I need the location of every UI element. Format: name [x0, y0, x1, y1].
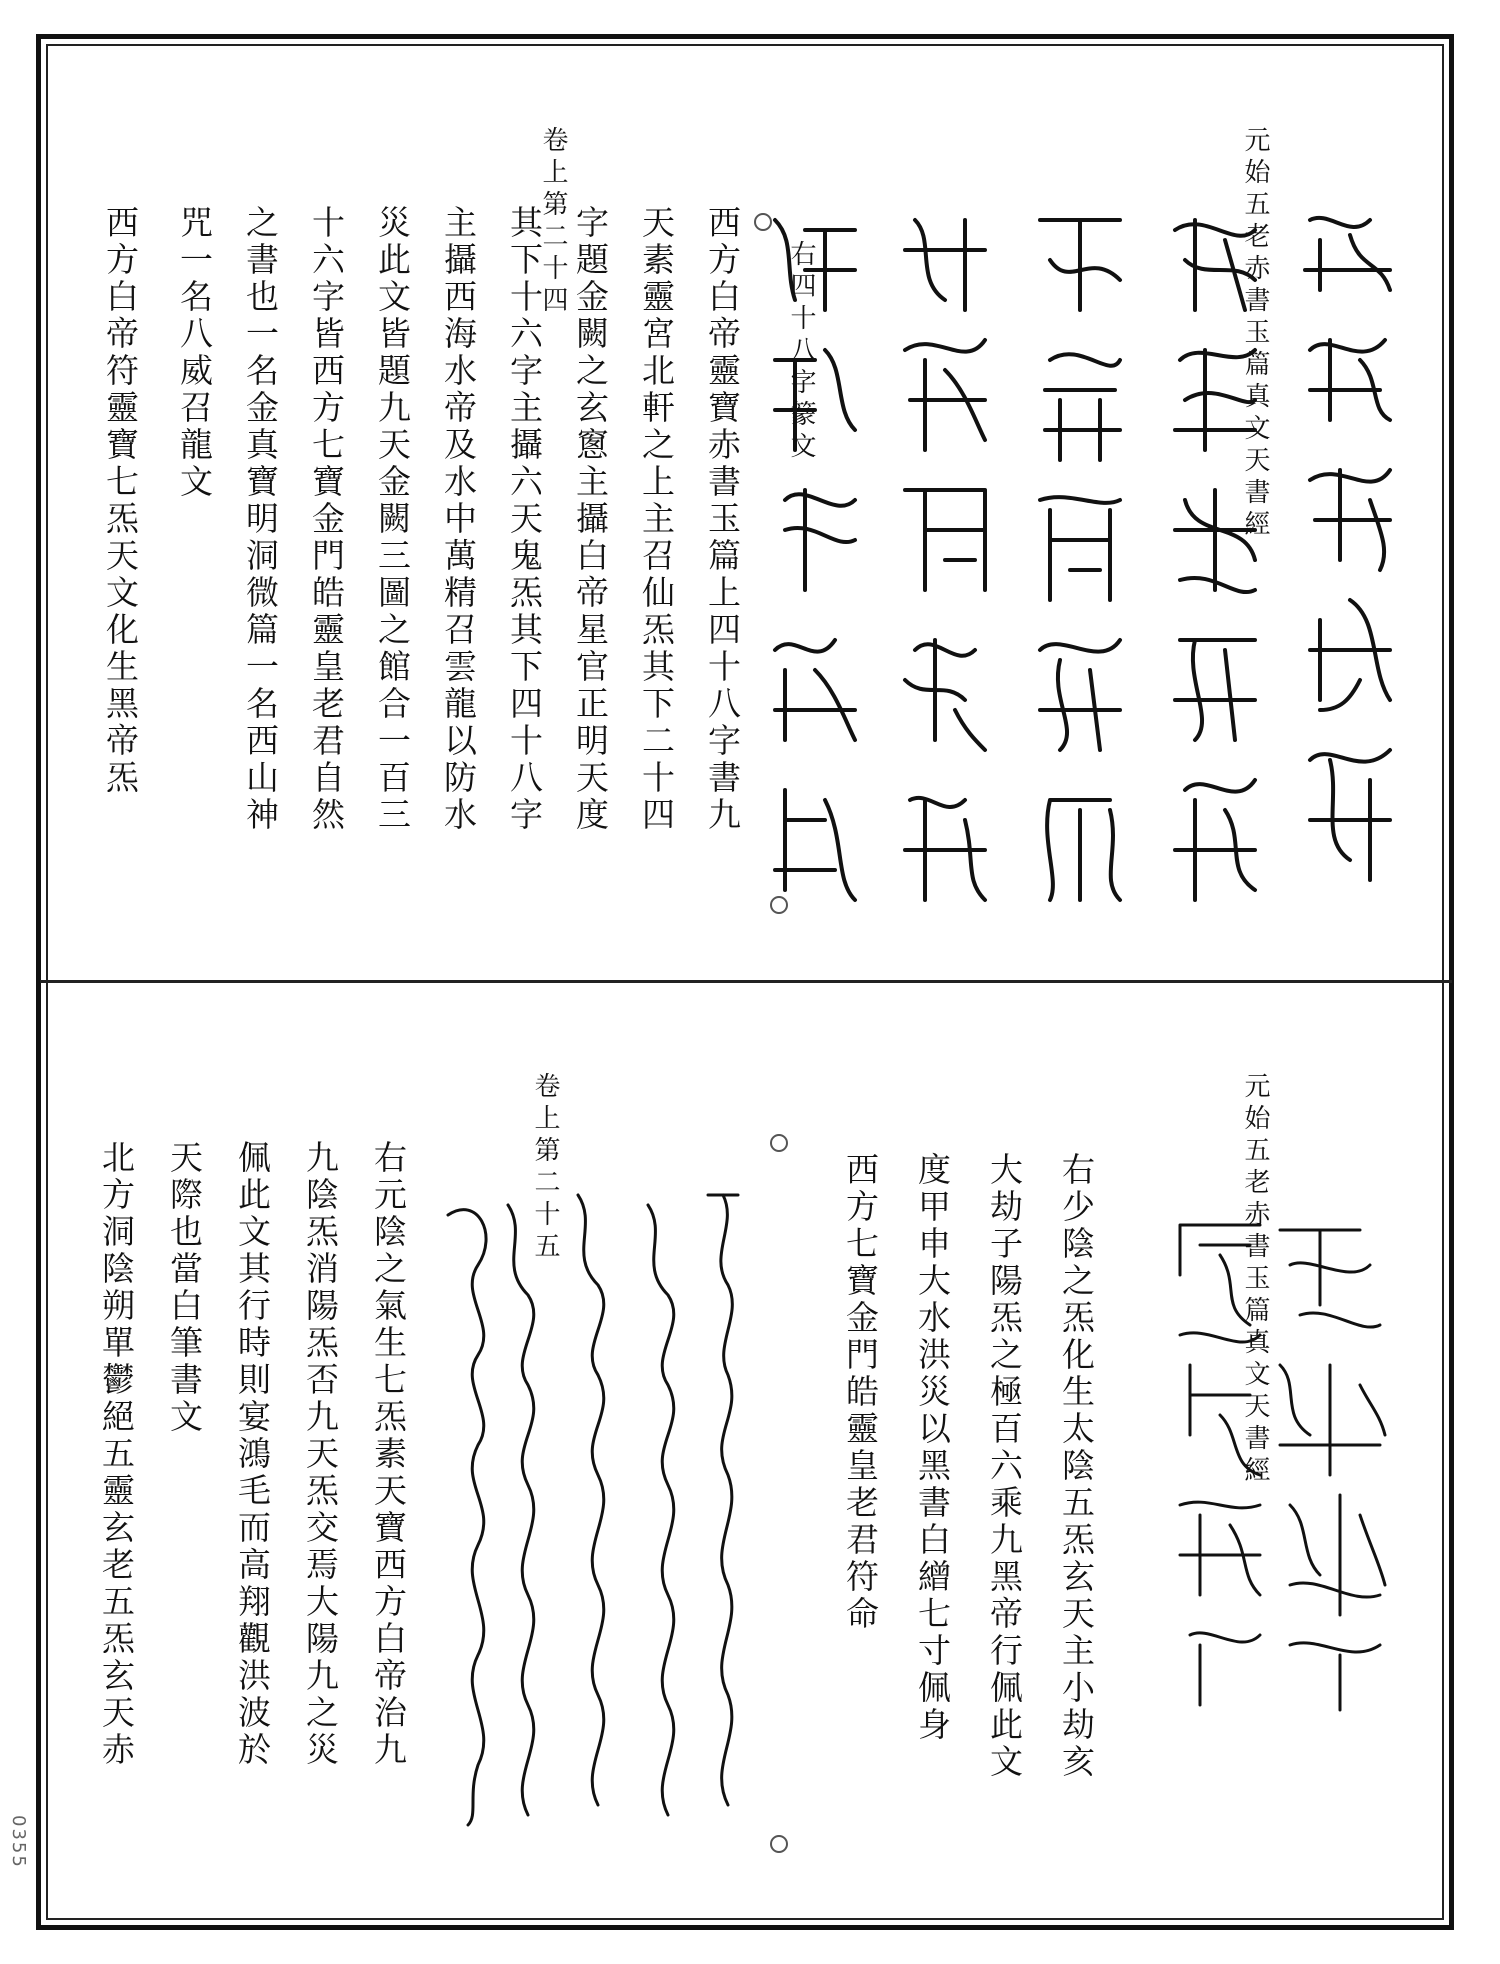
top-text-column: 其下十六字主攝六天鬼炁其下四十八字: [505, 205, 544, 834]
seal-glyph: [1305, 218, 1390, 880]
bottom-left-text-column: 北方洞陰朔單鬱絕五靈玄老五炁玄天赤: [97, 1140, 136, 1769]
binding-hole: [754, 213, 772, 231]
bottom-left-text-column: 佩此文其行時則宴鴻毛而高翔觀洪波於: [233, 1140, 272, 1769]
top-text-column: 主攝西海水帝及水中萬精召雲龍以防水: [439, 205, 478, 834]
top-seal-caption: 右四十八字篆文: [786, 240, 816, 464]
bottom-right-text-column: 西方七寶金門皓靈皇老君符命: [841, 1152, 880, 1633]
top-text-column: 十六字皆西方七寶金門皓靈皇老君自然: [307, 205, 346, 834]
bottom-right-text-column: 度甲申大水洪災以黑書白繒七寸佩身: [913, 1152, 952, 1744]
top-header-title: 元始五老赤書玉篇真文天書經: [1240, 126, 1270, 542]
top-header-volume: 卷上第二十四: [538, 126, 568, 318]
binding-hole: [770, 896, 788, 914]
bottom-left-text-column: 右元陰之氣生七炁素天寶西方白帝治九: [369, 1140, 408, 1769]
top-text-column: 天素靈宮北軒之上主召仙炁其下二十四: [637, 205, 676, 834]
talisman-right: [1160, 1215, 1400, 1715]
page-number: 0355: [8, 1815, 29, 1869]
top-text-column: 之書也一名金真寶明洞微篇一名西山神: [241, 205, 280, 834]
talisman-middle: [438, 1185, 748, 1835]
top-text-column: 咒一名八威召龍文: [175, 205, 214, 501]
bottom-left-text-column: 九陰炁消陽炁否九天炁交焉大陽九之災: [301, 1140, 340, 1769]
bottom-header-volume: 卷上第二十五: [530, 1072, 560, 1264]
bottom-right-text-column: 大劫子陽炁之極百六乘九黑帝行佩此文: [985, 1152, 1024, 1781]
top-text-column: 災此文皆題九天金闕三圖之館合一百三: [373, 205, 412, 834]
top-text-column: 字題金闕之玄窻主攝白帝星官正明天度: [571, 205, 610, 834]
seal-column-1: [1290, 200, 1410, 920]
seal-column-3: [1020, 200, 1140, 920]
page-divider: [40, 980, 1452, 983]
top-text-column: 西方白帝靈寶赤書玉篇上四十八字書九: [703, 205, 742, 834]
seal-column-2: [1155, 200, 1275, 920]
seal-column-4: [885, 200, 1005, 920]
bottom-left-text-column: 天際也當白筆書文: [165, 1140, 204, 1436]
bottom-right-text-column: 右少陰之炁化生太陰五炁玄天主小劫亥: [1057, 1152, 1096, 1781]
binding-hole: [770, 1835, 788, 1853]
top-text-column: 西方白帝符靈寶七炁天文化生黑帝炁: [101, 205, 140, 797]
bottom-header-title: 元始五老赤書玉篇真文天書經: [1240, 1072, 1270, 1488]
binding-hole: [770, 1134, 788, 1152]
